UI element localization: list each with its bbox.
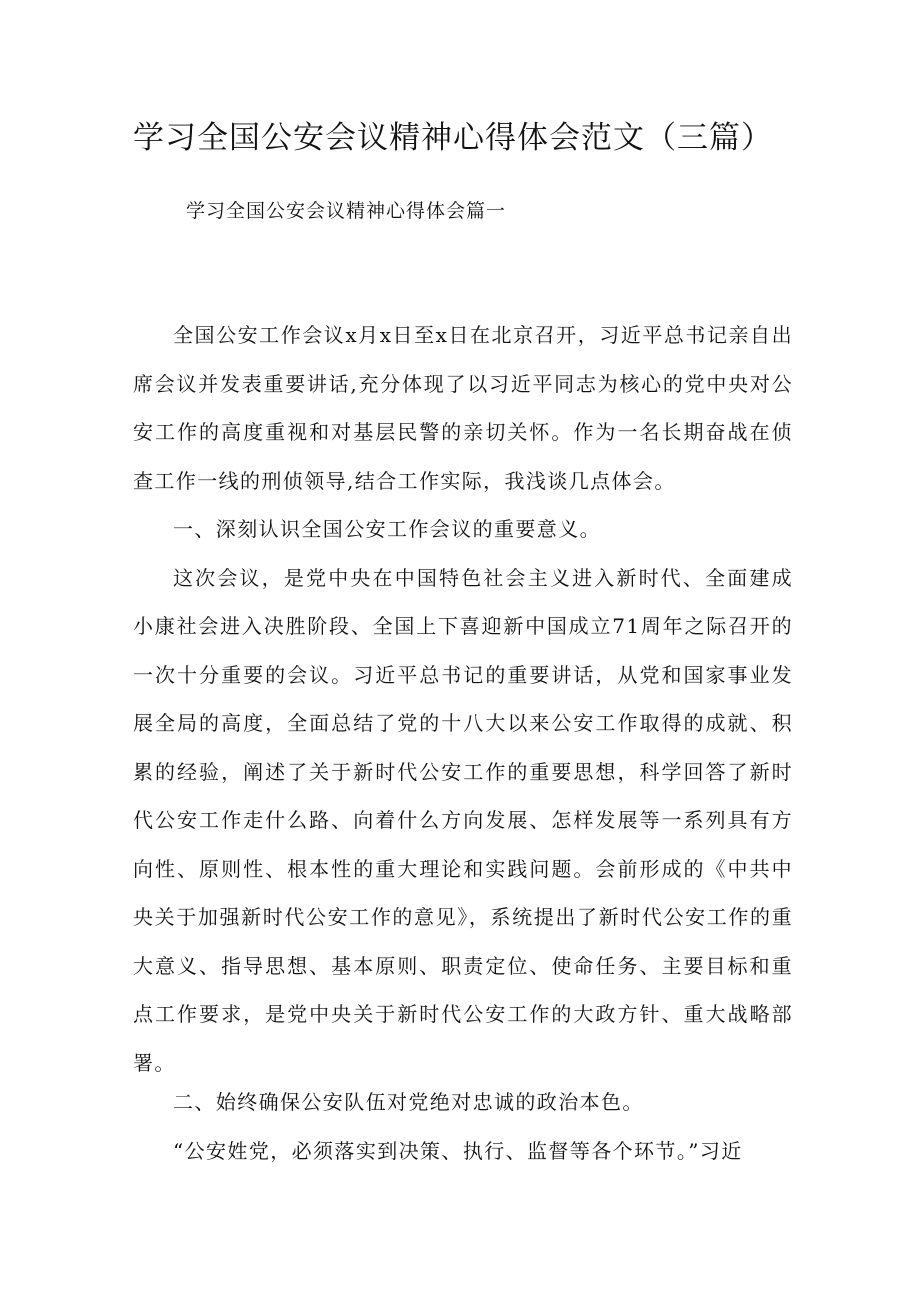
section-two-paragraph: “公安姓党，必须落实到决策、执行、监督等各个环节。”习近 <box>173 1138 743 1163</box>
body-section-one <box>133 311 793 1087</box>
intro-paragraph: 全国公安工作会议x月x日至x日在北京召开，习近平总书记亲自出席会议并发表重要讲话,充分体现了以习近平同志为核心的党中央对公安工作的高度重视和对基层民警的亲切关怀。作为一名长期奋战在侦查工作一线的刑侦领导,结合工作实际，我浅谈几点体会。 <box>133 323 793 493</box>
section-one-paragraph: 这次会议，是党中央在中国特色社会主义进入新时代、全面建成小康社会进入决胜阶段、全国上下喜迎新中国成立71周年之际召开的一次十分重要的会议。习近平总书记的重要讲话，从党和国家事业发展全局的高度，全面总结了党的十八大以来公安工作取得的成就、积累的经验，阐述了关于新时代公安工作的重要思想，科学回答了新时代公安工作走什么路、向着什么方向发展、怎样发展等一系列具有方向性、原则性、根本性的重大理论和实践问题。会前形成的《中共中央关于加强新时代公安工作的意见》，系统提出了新时代公安工作的重大意义、指导思想、基本原则、职责定位、使命任务、主要目标和重点工作要求，是党中央关于新时代公安工作的大政方针、重大战略部署。 <box>133 565 793 1075</box>
body-section-two <box>133 1078 793 1175</box>
section-heading-one: 一、深刻认识全国公安工作会议的重要意义。 <box>173 517 601 541</box>
section-heading-two: 二、始终确保公安队伍对党绝对忠诚的政治本色。 <box>173 1090 644 1114</box>
document-title: 学习全国公安会议精神心得体会范文（三篇） <box>133 120 773 156</box>
document-subtitle: 学习全国公安会议精神心得体会篇一 <box>186 200 507 222</box>
